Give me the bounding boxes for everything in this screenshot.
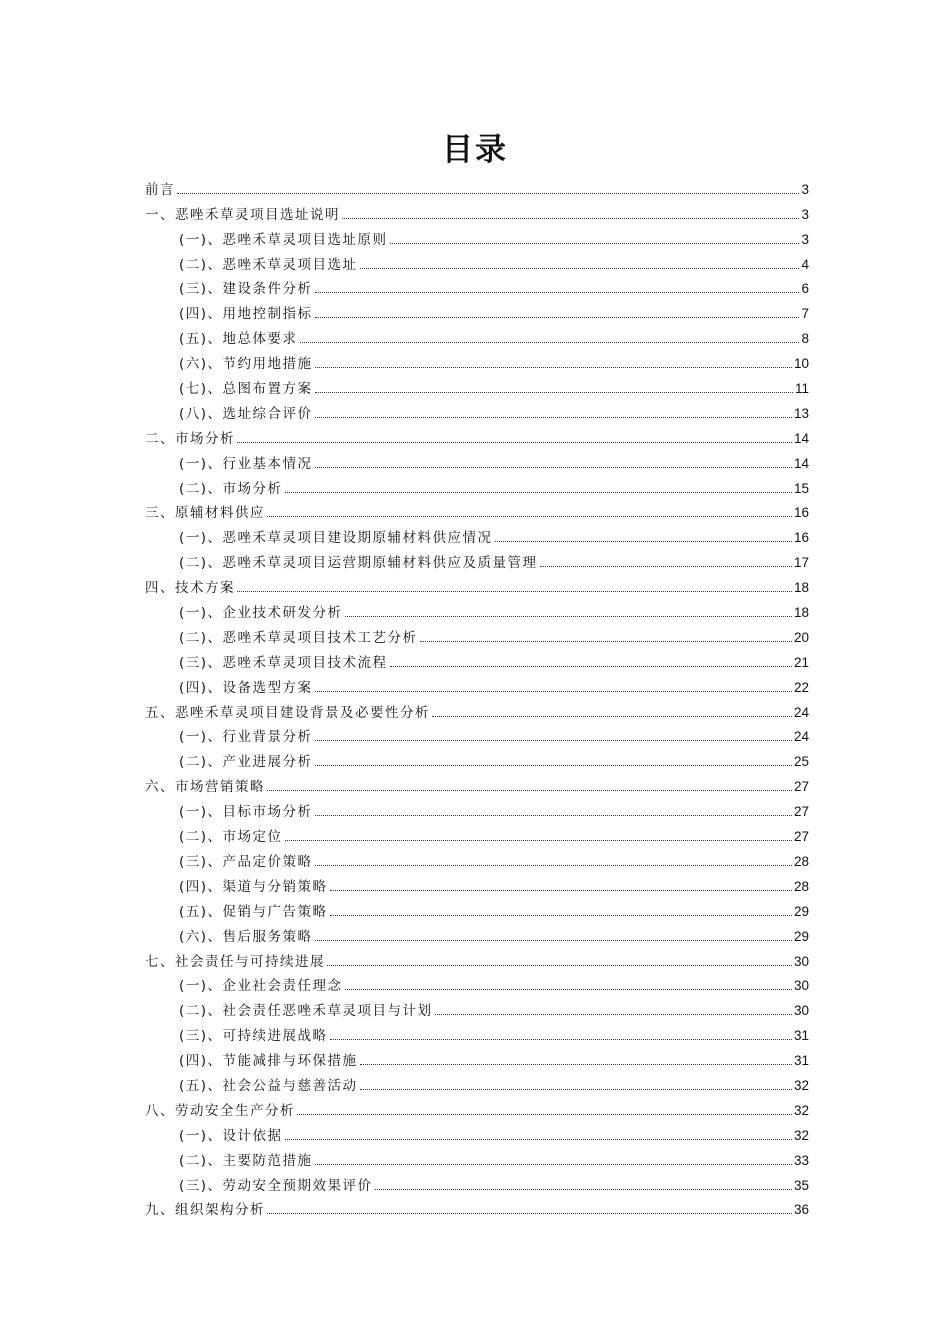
toc-entry[interactable] <box>145 323 809 348</box>
toc-entry-page-number: 32 <box>793 1127 809 1143</box>
toc-dot-leader <box>420 640 792 642</box>
toc-dot-leader <box>342 217 799 219</box>
toc-entry-label: (二)、恶唑禾草灵项目选址 <box>179 256 358 273</box>
toc-dot-leader <box>390 242 800 244</box>
toc-entry-page-number: 10 <box>793 356 809 372</box>
toc-entry-page-number: 35 <box>793 1177 809 1193</box>
toc-entry[interactable] <box>145 572 809 597</box>
toc-entry-page-number: 13 <box>793 405 809 421</box>
toc-entry-label: 三、原辅材料供应 <box>145 505 265 522</box>
toc-dot-leader <box>330 914 792 916</box>
toc-dot-leader <box>285 839 792 841</box>
toc-entry-page-number: 4 <box>801 256 809 272</box>
toc-entry[interactable] <box>145 921 809 946</box>
toc-entry-label: (四)、节能减排与环保措施 <box>179 1053 358 1070</box>
toc-entry[interactable] <box>145 249 809 274</box>
toc-entry-label: (一)、企业技术研发分析 <box>179 605 343 622</box>
toc-entry-page-number: 30 <box>793 1003 809 1019</box>
toc-dot-leader <box>285 1138 792 1140</box>
toc-entry-label: (四)、用地控制指标 <box>179 306 313 323</box>
toc-dot-leader <box>390 665 792 667</box>
toc-entry[interactable] <box>145 971 809 996</box>
toc-dot-leader <box>315 291 800 293</box>
toc-entry-label: (六)、售后服务策略 <box>179 928 313 945</box>
toc-dot-leader <box>315 391 793 393</box>
toc-entry-label: (二)、恶唑禾草灵项目运营期原辅材料供应及质量管理 <box>179 555 538 572</box>
toc-entry-label: (二)、社会责任恶唑禾草灵项目与计划 <box>179 1003 433 1020</box>
toc-entry-page-number: 30 <box>793 953 809 969</box>
toc-dot-leader <box>435 1013 792 1015</box>
toc-entry-label: (五)、社会公益与慈善活动 <box>179 1077 358 1094</box>
toc-dot-leader <box>540 565 792 567</box>
toc-entry[interactable] <box>145 298 809 323</box>
toc-entry-label: (八)、选址综合评价 <box>179 405 313 422</box>
toc-dot-leader <box>330 889 792 891</box>
toc-entry-page-number: 3 <box>801 181 809 197</box>
toc-entry-label: 六、市场营销策略 <box>145 779 265 796</box>
toc-entry-page-number: 17 <box>793 555 809 571</box>
toc-entry-label: (四)、设备选型方案 <box>179 679 313 696</box>
toc-entry-page-number: 18 <box>793 605 809 621</box>
toc-entry-page-number: 7 <box>801 306 809 322</box>
toc-dot-leader <box>177 192 799 194</box>
toc-entry-page-number: 3 <box>801 231 809 247</box>
toc-entry-page-number: 18 <box>793 580 809 596</box>
toc-entry[interactable] <box>145 697 809 722</box>
toc-entry[interactable] <box>145 995 809 1020</box>
toc-entry-label: (三)、恶唑禾草灵项目技术流程 <box>179 654 388 671</box>
toc-entry-page-number: 16 <box>793 505 809 521</box>
toc-entry-page-number: 32 <box>793 1102 809 1118</box>
toc-entry-page-number: 33 <box>793 1152 809 1168</box>
toc-entry[interactable] <box>145 174 809 199</box>
toc-entry-label: 一、恶唑禾草灵项目选址说明 <box>145 206 340 223</box>
toc-entry[interactable] <box>145 199 809 224</box>
toc-entry[interactable] <box>145 672 809 697</box>
toc-dot-leader <box>267 515 792 517</box>
toc-list <box>145 174 809 1219</box>
toc-entry[interactable] <box>145 1045 809 1070</box>
toc-entry[interactable] <box>145 896 809 921</box>
toc-dot-leader <box>360 267 800 269</box>
toc-entry-page-number: 20 <box>793 629 809 645</box>
toc-entry-label: 九、组织架构分析 <box>145 1202 265 1219</box>
toc-entry-label: 二、市场分析 <box>145 430 235 447</box>
toc-entry-label: (一)、行业背景分析 <box>179 729 313 746</box>
toc-dot-leader <box>315 690 792 692</box>
toc-entry-page-number: 25 <box>793 754 809 770</box>
toc-entry[interactable] <box>145 796 809 821</box>
toc-entry-page-number: 6 <box>801 281 809 297</box>
toc-dot-leader <box>360 1088 792 1090</box>
toc-entry-label: 五、恶唑禾草灵项目建设背景及必要性分析 <box>145 704 430 721</box>
toc-entry[interactable] <box>145 373 809 398</box>
toc-entry-page-number: 27 <box>793 779 809 795</box>
toc-entry[interactable] <box>145 647 809 672</box>
toc-entry[interactable] <box>145 224 809 249</box>
toc-entry[interactable] <box>145 498 809 523</box>
toc-entry-page-number: 27 <box>793 804 809 820</box>
toc-entry-page-number: 29 <box>793 928 809 944</box>
toc-entry-label: 八、劳动安全生产分析 <box>145 1102 295 1119</box>
toc-entry-label: (一)、目标市场分析 <box>179 804 313 821</box>
toc-entry-page-number: 14 <box>793 430 809 446</box>
toc-entry[interactable] <box>145 946 809 971</box>
toc-entry-label: (二)、市场定位 <box>179 829 283 846</box>
toc-entry[interactable] <box>145 1095 809 1120</box>
toc-dot-leader <box>315 739 792 741</box>
toc-entry[interactable] <box>145 1170 809 1195</box>
toc-entry[interactable] <box>145 1070 809 1095</box>
toc-dot-leader <box>315 366 792 368</box>
toc-dot-leader <box>330 1038 792 1040</box>
toc-entry-label: (一)、行业基本情况 <box>179 455 313 472</box>
toc-entry-page-number: 30 <box>793 978 809 994</box>
toc-entry-label: (三)、产品定价策略 <box>179 853 313 870</box>
toc-dot-leader <box>327 964 792 966</box>
toc-entry-page-number: 24 <box>793 729 809 745</box>
toc-entry-page-number: 32 <box>793 1077 809 1093</box>
toc-dot-leader <box>315 764 792 766</box>
toc-entry[interactable] <box>145 398 809 423</box>
toc-entry-label: (一)、设计依据 <box>179 1127 283 1144</box>
toc-entry-label: (二)、产业进展分析 <box>179 754 313 771</box>
toc-entry-page-number: 31 <box>793 1053 809 1069</box>
toc-dot-leader <box>315 316 800 318</box>
toc-dot-leader <box>285 491 792 493</box>
toc-dot-leader <box>300 341 800 343</box>
toc-entry[interactable] <box>145 1020 809 1045</box>
toc-entry[interactable] <box>145 597 809 622</box>
toc-dot-leader <box>297 1113 792 1115</box>
toc-dot-leader <box>237 441 792 443</box>
toc-entry-page-number: 28 <box>793 878 809 894</box>
toc-entry-page-number: 8 <box>801 331 809 347</box>
toc-entry[interactable] <box>145 1120 809 1145</box>
toc-entry[interactable] <box>145 846 809 871</box>
toc-entry-label: (三)、建设条件分析 <box>179 281 313 298</box>
toc-entry[interactable] <box>145 771 809 796</box>
toc-entry-page-number: 3 <box>801 206 809 222</box>
toc-dot-leader <box>315 939 792 941</box>
toc-title: 目录 <box>442 132 508 168</box>
toc-entry[interactable] <box>145 348 809 373</box>
toc-entry-page-number: 22 <box>793 679 809 695</box>
toc-entry[interactable] <box>145 448 809 473</box>
toc-entry-page-number: 27 <box>793 829 809 845</box>
toc-dot-leader <box>360 1063 792 1065</box>
toc-dot-leader <box>237 590 792 592</box>
toc-dot-leader <box>432 715 792 717</box>
toc-entry-page-number: 11 <box>794 381 809 397</box>
toc-entry-label: (五)、促销与广告策略 <box>179 903 328 920</box>
toc-entry[interactable] <box>145 522 809 547</box>
toc-entry-label: (六)、节约用地措施 <box>179 356 313 373</box>
toc-dot-leader <box>315 1163 792 1165</box>
toc-dot-leader <box>345 988 792 990</box>
toc-entry-label: (二)、恶唑禾草灵项目技术工艺分析 <box>179 629 418 646</box>
toc-entry-label: (三)、可持续进展战略 <box>179 1028 328 1045</box>
toc-dot-leader <box>267 1212 792 1214</box>
toc-entry[interactable] <box>145 622 809 647</box>
toc-entry-label: (五)、地总体要求 <box>179 331 298 348</box>
toc-dot-leader <box>315 466 792 468</box>
toc-entry-label: (四)、渠道与分销策略 <box>179 878 328 895</box>
toc-dot-leader <box>345 615 792 617</box>
toc-entry-page-number: 21 <box>793 654 809 670</box>
toc-entry-label: 七、社会责任与可持续进展 <box>145 953 325 970</box>
toc-entry[interactable] <box>145 722 809 747</box>
toc-entry[interactable] <box>145 1145 809 1170</box>
toc-dot-leader <box>315 864 792 866</box>
toc-entry-page-number: 14 <box>793 455 809 471</box>
toc-entry-label: (七)、总图布置方案 <box>179 381 313 398</box>
toc-dot-leader <box>495 540 792 542</box>
toc-dot-leader <box>315 416 792 418</box>
toc-entry-label: (一)、恶唑禾草灵项目建设期原辅材料供应情况 <box>179 530 493 547</box>
toc-entry-label: 前言 <box>145 181 175 198</box>
toc-entry[interactable] <box>145 473 809 498</box>
toc-entry[interactable] <box>145 274 809 299</box>
toc-entry-label: (二)、主要防范措施 <box>179 1152 313 1169</box>
toc-dot-leader <box>375 1188 792 1190</box>
toc-entry[interactable] <box>145 871 809 896</box>
toc-entry[interactable] <box>145 746 809 771</box>
toc-entry-page-number: 16 <box>793 530 809 546</box>
toc-entry-label: (一)、恶唑禾草灵项目选址原则 <box>179 231 388 248</box>
toc-entry[interactable] <box>145 423 809 448</box>
toc-entry-label: (三)、劳动安全预期效果评价 <box>179 1177 373 1194</box>
toc-entry-page-number: 28 <box>793 853 809 869</box>
toc-entry-label: (一)、企业社会责任理念 <box>179 978 343 995</box>
toc-dot-leader <box>267 789 792 791</box>
toc-entry-label: 四、技术方案 <box>145 580 235 597</box>
toc-entry-page-number: 29 <box>793 903 809 919</box>
toc-entry[interactable] <box>145 547 809 572</box>
toc-dot-leader <box>315 814 792 816</box>
toc-entry-page-number: 31 <box>793 1028 809 1044</box>
toc-entry[interactable] <box>145 821 809 846</box>
toc-entry-page-number: 15 <box>793 480 809 496</box>
toc-entry-label: (二)、市场分析 <box>179 480 283 497</box>
toc-entry-page-number: 36 <box>793 1202 809 1218</box>
toc-entry[interactable] <box>145 1195 809 1220</box>
toc-entry-page-number: 24 <box>793 704 809 720</box>
